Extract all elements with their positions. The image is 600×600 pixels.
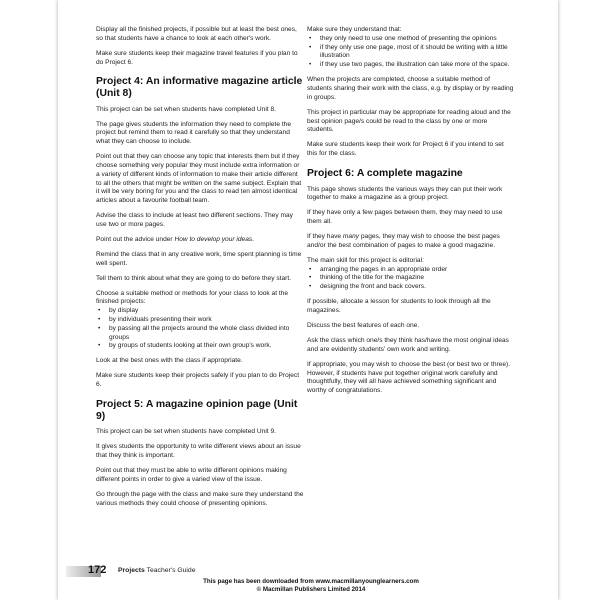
list-item: • designing the front and back covers. <box>320 283 515 292</box>
emphasis: many <box>342 233 360 241</box>
paragraph: Display all the finished projects, if possible but at least the best ones, so that students have a chance to look at each other's work. <box>96 26 297 42</box>
right-column <box>307 26 515 402</box>
paragraph: Choose a suitable method or methods for your class to look at the finished projects: <box>96 289 289 306</box>
text: . <box>252 235 255 243</box>
left-column <box>96 26 304 514</box>
paragraph: When the projects are completed, choose a suitable method of students sharing their work with the class, e.g. by display or by reading in groups. <box>307 76 514 101</box>
paragraph: This project can be set when students have completed Unit 9. <box>96 428 276 436</box>
emphasis: How to develop your ideas <box>174 235 253 243</box>
paragraph: Remind the class that in any creative work, time spent planning is time well spent. <box>96 250 302 267</box>
paragraph: Make sure students keep their work for Project 6 if you intend to set this for the class. <box>307 141 504 158</box>
heading-project-4: Project 4: An informative magazine article (Unit 8) <box>96 76 303 99</box>
paragraph: Make sure students keep their projects safely if you plan to do Project 6. <box>96 372 300 389</box>
list-item: • they only need to use one method of presenting the opinions <box>320 35 515 44</box>
bullet-list <box>96 307 304 351</box>
paragraph: Point out that they must be able to write different opinions making different points in order to give a varied view of the issue. <box>96 466 287 483</box>
list-item: • thinking of the title for the magazine <box>320 274 515 283</box>
download-line: This page has been downloaded from www.macmillanyounglearners.com <box>203 578 419 585</box>
download-notice <box>196 578 426 594</box>
paragraph: Look at the best ones with the class if appropriate. <box>96 357 243 365</box>
text: Point out the advice under <box>96 235 175 243</box>
paragraph <box>96 236 304 245</box>
list-item: • by individuals presenting their work <box>109 316 304 325</box>
paragraph: Make sure they understand that: <box>307 26 402 33</box>
paragraph: Point out that they can choose any topic that interests them but if they choose something very popular they must include extra information or a variety of different kinds of information to make their article different to all the others that might be written on the same subject. Explain that it will be very boring for you and the class to read ten almost identical articles about a favourite football team. <box>96 153 302 205</box>
paragraph: The main skill for this project is editorial: <box>307 256 424 264</box>
paragraph: This project in particular may be appropriate for reading aloud and the best opinion page/s could be read to the class by one or more students. <box>307 108 511 134</box>
heading-project-6: Project 6: A complete magazine <box>307 167 463 179</box>
list-item: • by groups of students looking at their own group's work. <box>109 342 304 351</box>
paragraph: Go through the page with the class and make sure they understand the various methods they could choose of presenting opinions. <box>96 490 304 507</box>
list-item: • by passing all the projects around the whole class divided into groups <box>109 325 304 343</box>
bullet-list <box>307 266 515 292</box>
list-item: • if they only use one page, most of it should be writing with a little illustration <box>320 44 515 62</box>
paragraph: Make sure students keep their magazine travel features if you plan to do Project 6. <box>96 49 298 66</box>
copyright-line: © Macmillan Publishers Limited 2014 <box>256 586 366 593</box>
book-title <box>118 567 196 574</box>
page-number: 172 <box>88 564 107 576</box>
text: pages, they may wish to choose the best pages and/or the best combination of pages to make a good magazine. <box>307 233 500 249</box>
paragraph: This page shows students the various ways they can put their work together to make a magazine as a group project. <box>307 185 503 202</box>
list-item: • arranging the pages in an appropriate order <box>320 266 515 275</box>
page-footer <box>58 566 558 600</box>
paragraph: If appropriate, you may wish to choose the best (or best two or three). However, if students have put together original work carefully and thoughtfully, they will all have achieved something significant and worthy of congratulations. <box>307 360 511 395</box>
paragraph: If they have only a few pages between them, they may need to use them all. <box>307 209 503 226</box>
paragraph: Tell them to think about what they are going to do before they start. <box>96 274 291 282</box>
book-title-bold: Projects <box>118 567 145 574</box>
paragraph: It gives students the opportunity to write different views about an issue that they think is important. <box>96 443 301 459</box>
paragraph: This project can be set when students have completed Unit 8. <box>96 105 276 113</box>
book-title-rest: Teacher's Guide <box>144 567 196 574</box>
paragraph: If possible, allocate a lesson for students to look through all the magazines. <box>307 298 491 315</box>
paragraph: Advise the class to include at least two different sections. They may use two or more pages. <box>96 212 293 228</box>
heading-project-5: Project 5: A magazine opinion page (Unit 9) <box>96 398 298 422</box>
paragraph: Discuss the best features of each one. <box>307 322 420 330</box>
list-item: • by display <box>109 307 304 316</box>
bullet-list <box>307 35 515 70</box>
paragraph: The page gives students the information they need to complete the project but remind them to read it carefully so that they understand what they can choose to include. <box>96 120 292 146</box>
list-item: • if they use two pages, the illustration can take more of the space. <box>320 61 515 70</box>
paragraph <box>307 233 515 251</box>
text: If they have <box>307 233 343 241</box>
paragraph: Ask the class which one/s they think has/have the most original ideas and are evidently students' own work and writing. <box>307 337 509 353</box>
